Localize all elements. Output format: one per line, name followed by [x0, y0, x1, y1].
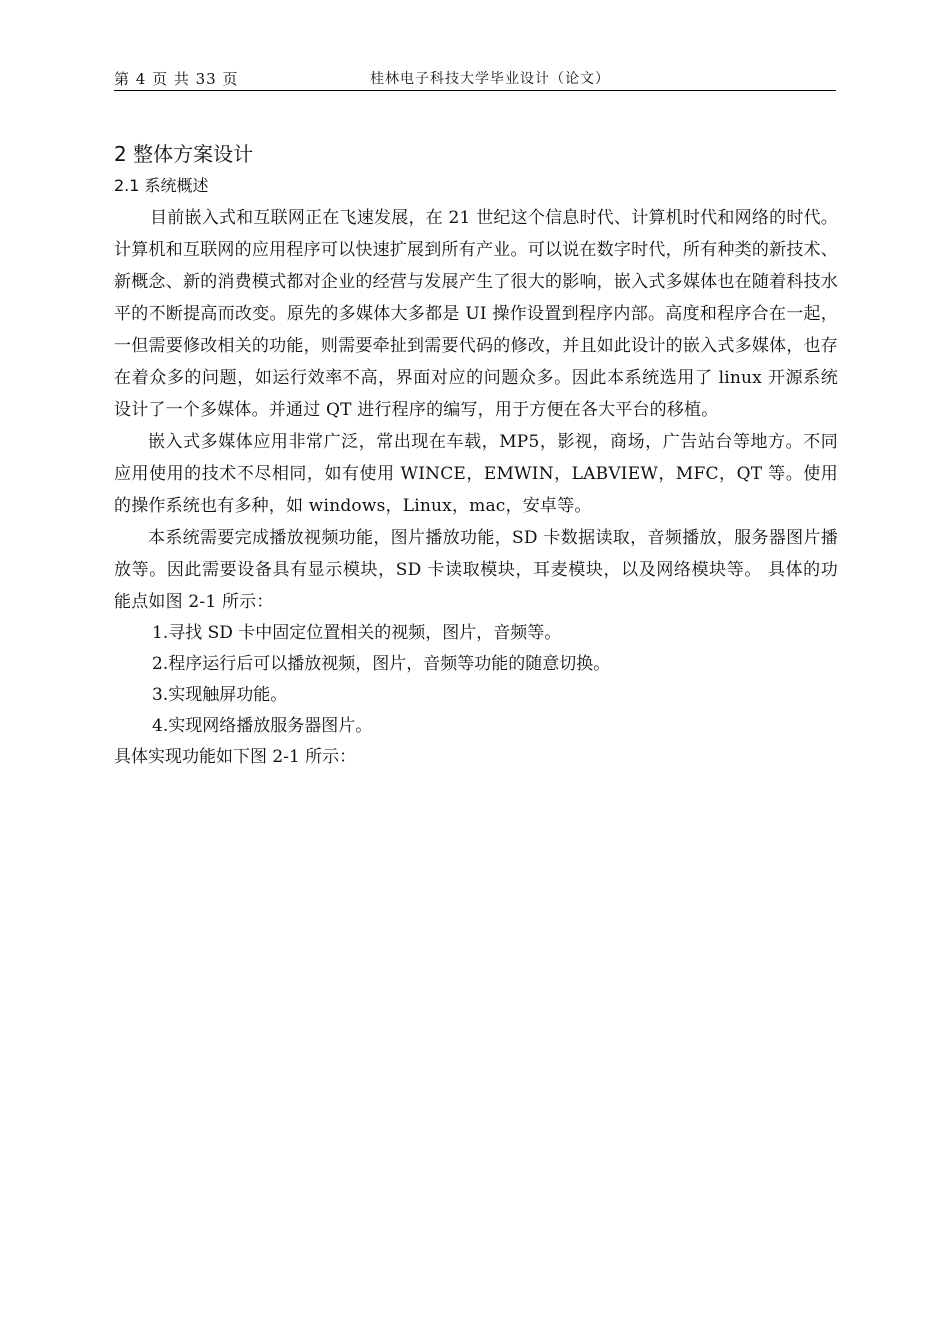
list-item: 3.实现触屏功能。	[152, 685, 288, 705]
list-item: 2.程序运行后可以播放视频，图片，音频等功能的随意切换。	[152, 654, 611, 674]
page-header	[114, 68, 836, 91]
paragraph: 嵌入式多媒体应用非常广泛，常出现在车载，MP5，影视，商场，广告站台等地方。不同应用使用的技术不尽相同，如有使用 WINCE，EMWIN，LABVIEW，MFC，QT 等。使用的操作系统也有多种，如 windows，Linux，mac，安卓等。	[114, 432, 838, 516]
paragraph: 目前嵌入式和互联网正在飞速发展，在 21 世纪这个信息时代、计算机时代和网络的时代。计算机和互联网的应用程序可以快速扩展到所有产业。可以说在数字时代，所有种类的新技术、新概念、新的消费模式都对企业的经营与发展产生了很大的影响，嵌入式多媒体也在随着科技水平的不断提高而改变。原先的多媒体大多都是 UI 操作设置到程序内部。高度和程序合在一起，一但需要修改相关的功能，则需要牵扯到需要代码的修改，并且如此设计的嵌入式多媒体，也存在着众多的问题，如运行效率不高，界面对应的问题众多。因此本系统选用了 linux 开源系统设计了一个多媒体。并通过 QT 进行程序的编写，用于方便在各大平台的移植。	[114, 208, 838, 420]
section-heading: 2 整体方案设计	[114, 142, 254, 166]
subsection-heading: 2.1 系统概述	[114, 176, 209, 195]
list-item: 4.实现网络播放服务器图片。	[152, 716, 373, 736]
page-number: 第 4 页 共 33 页	[114, 70, 239, 88]
main-content	[114, 138, 838, 773]
paragraph: 本系统需要完成播放视频功能，图片播放功能，SD 卡数据读取，音频播放，服务器图片播放等。因此需要设备具有显示模块，SD 卡读取模块，耳麦模块，以及网络模块等。 具体的功能点如图 2-1 所示：	[114, 528, 838, 612]
header-school-title: 桂林电子科技大学毕业设计（论文）	[370, 71, 610, 87]
list-item: 1.寻找 SD 卡中固定位置相关的视频，图片，音频等。	[152, 623, 562, 643]
closing-line: 具体实现功能如下图 2-1 所示：	[114, 747, 357, 767]
